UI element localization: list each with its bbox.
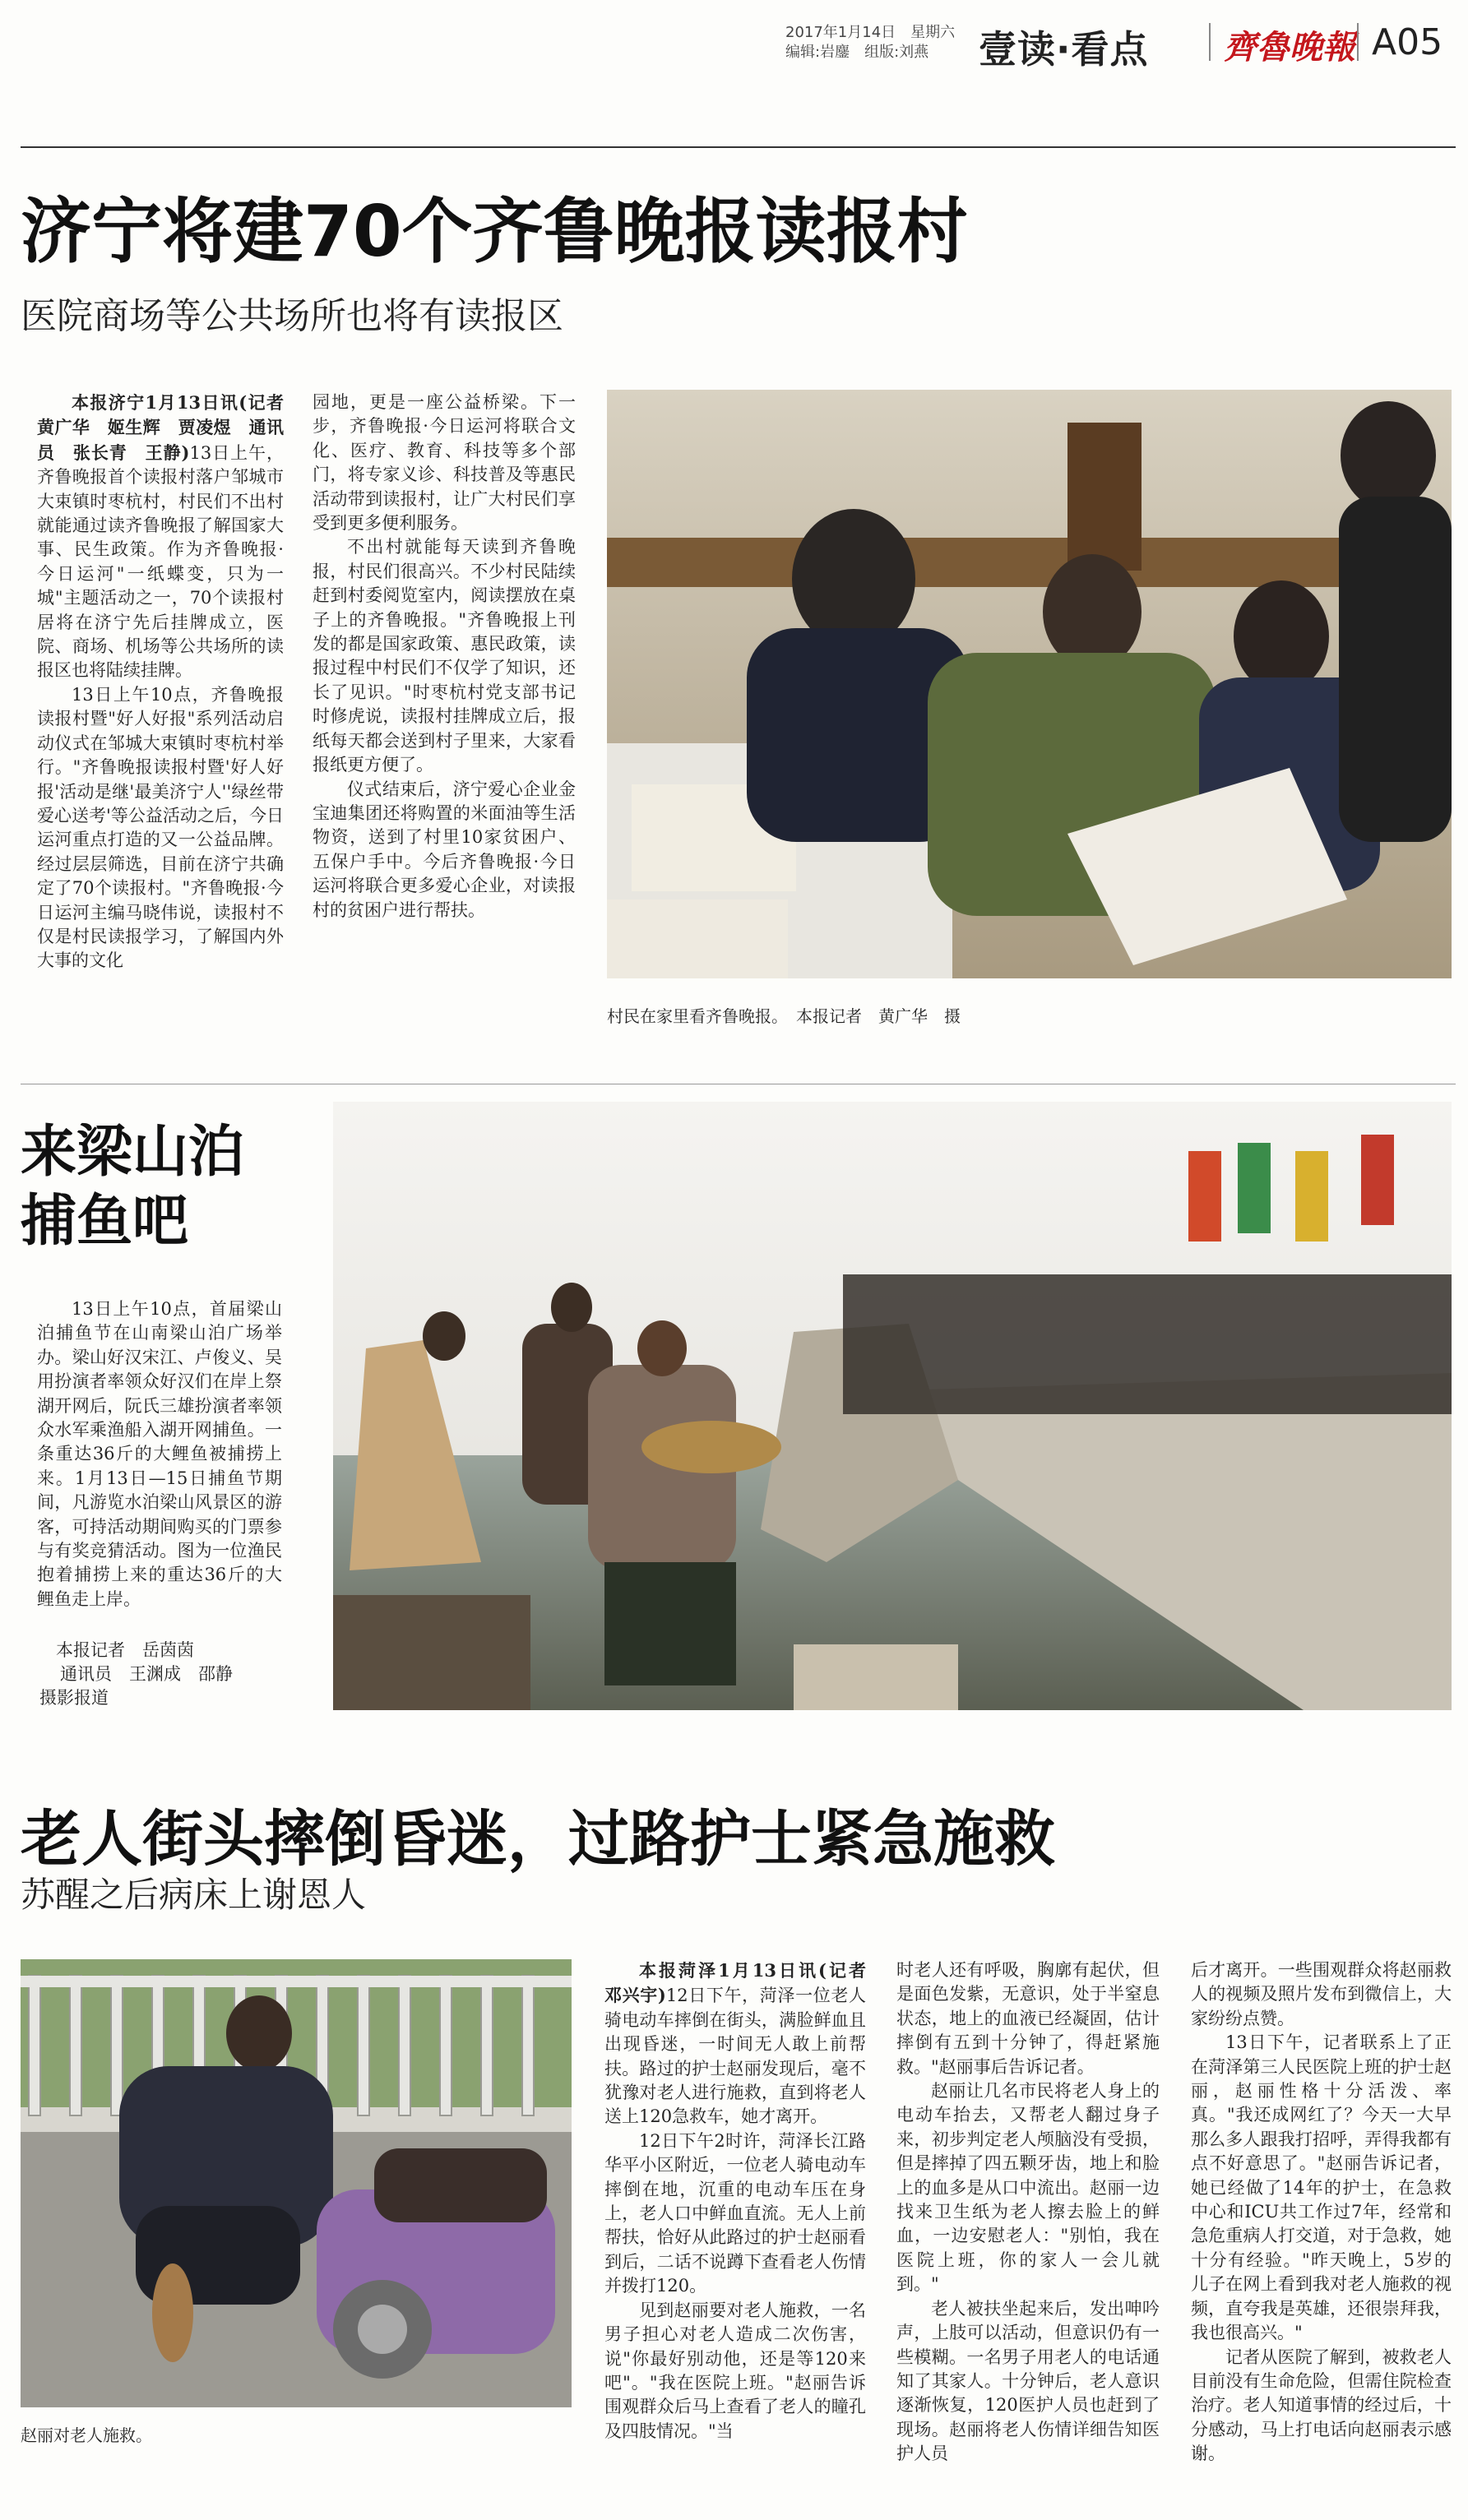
- story3-dateline: 本报菏泽1月13日讯(记者 邓兴宇): [604, 1960, 883, 2006]
- story1-column-2: [313, 391, 576, 1048]
- credit-line: 本报记者 岳茵茵: [56, 1640, 194, 1660]
- story1-dateline: 本报济宁1月13日讯(记者 黄广华 姬生辉 贾凌煜 通讯员 张长青 王静): [37, 392, 301, 463]
- story2-photo: [333, 1102, 1452, 1710]
- story2-credits: [39, 1639, 233, 1710]
- issue-editors: 编辑:岩鏖 组版:刘燕: [785, 44, 929, 61]
- story2-body: [37, 1297, 282, 1626]
- header-rule: [21, 146, 1456, 148]
- story3-paragraph: 时老人还有呼吸，胸廓有起伏，但是面色发紫，无意识，处于半窒息状态，地上的血液已经凝固，估计摔倒有五到十分钟了，得赶紧施救。"赵丽事后告诉记者。: [896, 1960, 1160, 2077]
- story3-paragraph: 12日下午2时许，菏泽长江路华平小区附近，一位老人骑电动车摔倒在地，沉重的电动车压在身上，老人口中鲜血直流。无人上前帮扶，恰好从此路过的护士赵丽看到后，二话不说蹲下查看老人伤情并拨打120。: [604, 2130, 866, 2296]
- divider: [1209, 23, 1211, 61]
- story3-caption: 赵丽对老人施救。: [21, 2425, 152, 2445]
- story1-paragraph: 13日上午，齐鲁晚报首个读报村落户邹城市大束镇时枣杭村，村民们不出村就能通过读齐鲁晚报了解国家大事、民生政策。作为齐鲁晚报·今日运河"一纸蝶变，只为一城"主题活动之一，70个读报村居将在济宁先后挂牌成立，医院、商场、机场等公共场所的读报区也将陆续挂牌。: [37, 442, 284, 681]
- divider: [1357, 23, 1359, 61]
- story1-subhead: 医院商场等公共场所也将有读报区: [21, 295, 563, 337]
- story3-paragraph: 记者从医院了解到，被救老人目前没有生命危险，但需住院检查治疗。老人知道事情的经过后，十分感动，马上打电话向赵丽表示感谢。: [1191, 2347, 1452, 2464]
- story3-subhead: 苏醒之后病床上谢恩人: [21, 1875, 367, 1915]
- section-title: 壹读·看点: [979, 27, 1149, 72]
- credit-line: 通讯员 王渊成 邵静: [60, 1664, 233, 1684]
- story1-paragraph: 园地，更是一座公益桥梁。下一步，齐鲁晚报·今日运河将联合文化、医疗、教育、科技等多个部门，将专家义诊、科技普及等惠民活动带到读报村，让广大村民们享受到更多便利服务。: [313, 392, 576, 534]
- story2-headline-line: 捕鱼吧: [21, 1189, 189, 1254]
- story1-paragraph: 13日上午10点，齐鲁晚报读报村暨"好人好报"系列活动启动仪式在邹城大束镇时枣杭村举行。"齐鲁晚报读报村暨'好人好报'活动是继'最美济宁人''绿丝带爱心送考'等公益活动之后，今日运河重点打造的又一公益品牌。经过层层筛选，目前在济宁共确定了70个读报村。"齐鲁晚报·今日运河主编马晓伟说，读报村不仅是村民读报学习，了解国内外大事的文化: [37, 684, 284, 971]
- fishing-festival-photo: [333, 1102, 1452, 1710]
- issue-date: 2017年1月14日 星期六: [785, 24, 956, 41]
- story2-paragraph: 13日上午10点，首届梁山泊捕鱼节在山南梁山泊广场举办。梁山好汉宋江、卢俊义、吴用扮演者率领众好汉们在岸上祭湖开网后，阮氏三雄扮演者率领众水军乘渔船入湖开网捕鱼。一条重达36斤的大鲤鱼被捕捞上来。1月13日—15日捕鱼节期间，凡游览水泊梁山风景区的游客，可持活动期间购买的门票参与有奖竞猜活动。图为一位渔民抱着捕捞上来的重达36斤的大鲤鱼走上岸。: [37, 1299, 282, 1609]
- story1-paragraph: 仪式结束后，济宁爱心企业金宝迪集团还将购置的米面油等生活物资，送到了村里10家贫困户、五保户手中。今后齐鲁晚报·今日运河将联合更多爱心企业，对读报村的贫困户进行帮扶。: [313, 779, 576, 920]
- newspaper-logo: 齊魯晚報: [1224, 28, 1355, 67]
- story1-paragraph: 不出村就能每天读到齐鲁晚报，村民们很高兴。不少村民陆续赶到村委阅览室内，阅读摆放在桌子上的齐鲁晚报。"齐鲁晚报上刊发的都是国家政策、惠民政策，读报过程中村民们不仅学了知识，还长了见识。"时枣杭村党支部书记时修虎说，读报村挂牌成立后，报纸每天都会送到村子里来，大家看报纸更方便了。: [313, 537, 576, 775]
- story3-paragraph: 13日下午，记者联系上了正在菏泽第三人民医院上班的护士赵丽，赵丽性格十分活泼、率真。"我还成网红了？今天一大早那么多人跟我打招呼，弄得我都有点不好意思了。"赵丽告诉记者，她已经做了14年的护士，在急救中心和ICU共工作过7年，经常和急危重病人打交道，对于急救，她十分有经验。"昨天晚上，5岁的儿子在网上看到我对老人施救的视频，直夸我是英雄，还很崇拜我，我也很高兴。": [1191, 2032, 1452, 2343]
- nurse-rescue-photo: [21, 1959, 572, 2407]
- story3-paragraph: 后才离开。一些围观群众将赵丽救人的视频及照片发布到微信上，大家纷纷点赞。: [1191, 1960, 1452, 2028]
- villagers-reading-photo: [607, 390, 1452, 978]
- page-number: A05: [1372, 21, 1443, 63]
- story3-column-3: [1191, 1958, 1452, 2509]
- story3-paragraph: 赵丽让几名市民将老人身上的电动车抬去，又帮老人翻过身子来，初步判定老人颅脑没有受损，但是摔掉了四五颗牙齿，地上和脸上的血多是从口中流出。赵丽一边找来卫生纸为老人擦去脸上的鲜血，一边安慰老人："别怕，我在医院上班，你的家人一会儿就到。": [896, 2081, 1160, 2295]
- story3-paragraph: 12日下午，菏泽一位老人骑电动车摔倒在街头，满脸鲜血且出现昏迷，一时间无人敢上前帮扶。路过的护士赵丽发现后，毫不犹豫对老人进行施救，直到将老人送上120急救车，她才离开。: [604, 1986, 866, 2127]
- issue-meta: [785, 23, 955, 62]
- story2-headline: [21, 1118, 244, 1256]
- masthead: [0, 0, 1468, 99]
- story3-photo: [21, 1959, 572, 2407]
- story3-column-2: [896, 1958, 1160, 2509]
- story1-headline: 济宁将建70个齐鲁晚报读报村: [21, 191, 968, 273]
- story1-column-1: [37, 391, 301, 1048]
- story1-photo: [607, 390, 1452, 978]
- story3-paragraph: 老人被扶坐起来后，发出呻吟声，上肢可以活动，但意识仍有一些模糊。一名男子用老人的电话通知了其家人。十分钟后，老人意识逐渐恢复，120医护人员也赶到了现场。赵丽将老人伤情详细告知医护人员: [896, 2298, 1160, 2464]
- story3-column-1: [604, 1958, 883, 2509]
- story3-headline: 老人街头摔倒昏迷，过路护士紧急施救: [21, 1804, 1055, 1875]
- story3-paragraph: 见到赵丽要对老人施救，一名男子担心对老人造成二次伤害，说"你最好别动他，还是等120来吧"。"我在医院上班。"赵丽告诉围观群众后马上查看了老人的瞳孔及四肢情况。"当: [604, 2300, 866, 2441]
- story1-caption: 村民在家里看齐鲁晚报。 本报记者 黄广华 摄: [607, 1006, 961, 1026]
- credit-line: 摄影报道: [39, 1688, 109, 1708]
- story2-headline-line: 来梁山泊: [21, 1120, 245, 1185]
